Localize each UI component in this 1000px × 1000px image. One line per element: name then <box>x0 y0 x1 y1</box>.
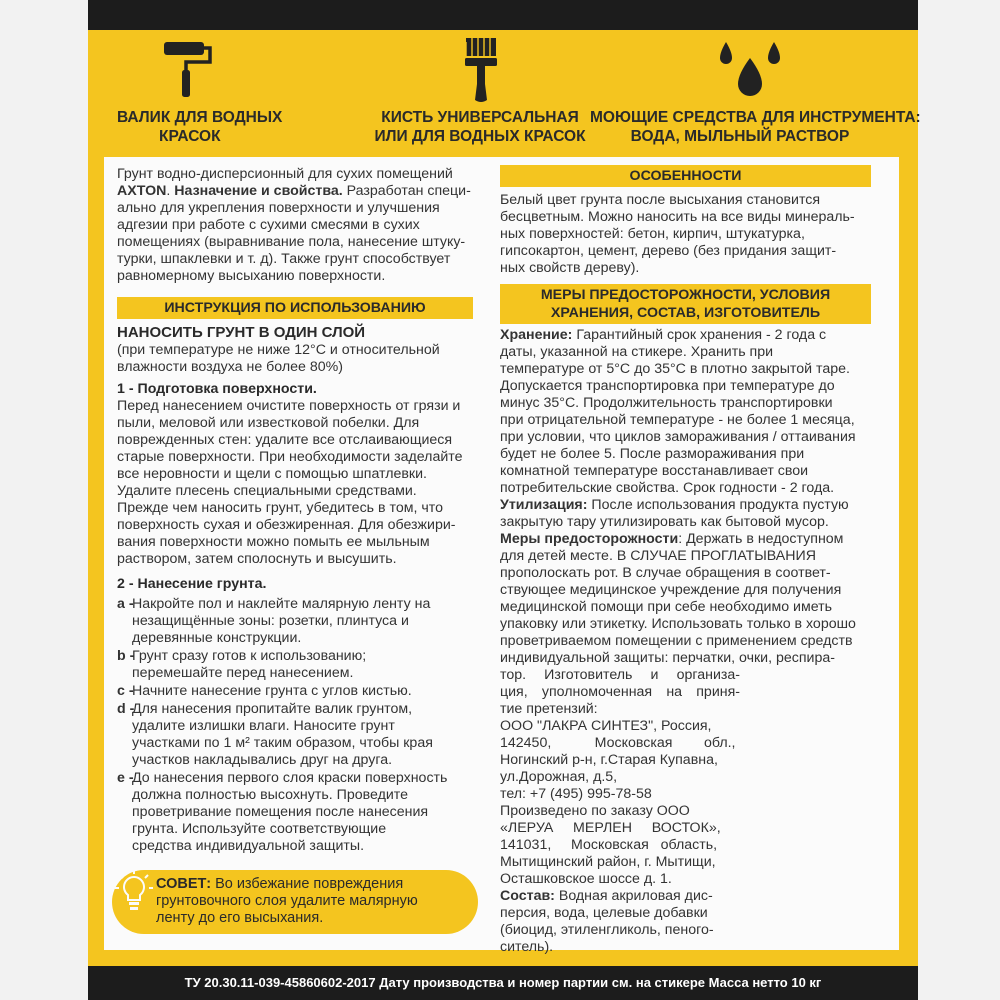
step1-text: Перед нанесением очистите поверхность от грязи и пыли, меловой или известковой побелки. Для поврежденных стен: удалите все отслаивающиеся старые поверхности. При необходимости заделайте все неровности и щели с помощью шпатлевки. Удалите плесень специальными средствами. Прежде чем наносить грунт, убедитесь в том, что поверхность сухая и обезжиренная. Для обезжири- вания поверхности можно помыть ее мыльным раствором, затем сполоснуть и высушить. <box>117 398 463 567</box>
step2-item-d: d - Для нанесения пропитайте валик грунтом, удалите излишки влаги. Наносите грунт участками по 1 м² таким образом, чтобы края участков накладывались друг на друга. <box>117 701 433 768</box>
brand-name: AXTON <box>117 183 167 199</box>
step2-item-e: e - До нанесения первого слоя краски поверхность должна полностью высохнуть. Проведите проветривание помещения после нанесения грунта. Используйте соответствующие средства индивидуальной защиты. <box>117 770 448 854</box>
precautions-heading: МЕРЫ ПРЕДОСТОРОЖНОСТИ, УСЛОВИЯ ХРАНЕНИЯ, СОСТАВ, ИЗГОТОВИТЕЛЬ <box>500 284 871 324</box>
features-text: Белый цвет грунта после высыхания становится бесцветным. Можно наносить на все виды минераль- ных поверхностей: бетон, кирпич, штукатурка, гипсокартон, цемент, дерево (без придания защит- ных свойств дереву). <box>500 192 855 276</box>
roller-caption: ВАЛИК ДЛЯ ВОДНЫХ КРАСОК <box>117 109 283 145</box>
manufacturer-text: тор. Изготовитель и организа- ция, уполномоченная на приня- тие претензий: ООО "ЛАКРА СИНТЕЗ", Россия, 142450, Московская обл., Ногинский р-н, г.Старая Купавна, ул.Дорожная, д.5, тел: +7 (495) 995-78-58 Произведено по заказу ООО «ЛЕРУА МЕРЛЕН ВОСТОК», 141031, Московская область, Мытищинский район, г. Мытищи, Осташковское шоссе д. 1. Состав: Водная акриловая дис- персия, вода, целевые добавки (биоцид, этиленгликоль, пеного- ситель). <box>500 667 740 955</box>
paint-brush-icon <box>462 36 502 104</box>
footer-text: ТУ 20.30.11-039-45860602-2017 Дату производства и номер партии см. на стикере Масса нетто 10 кг <box>88 966 918 1000</box>
lightbulb-icon <box>114 868 154 917</box>
intro-text: Грунт водно-дисперсионный для сухих помещений AXTON. Назначение и свойства. Разработан специ- ально для укрепления поверхности и улучшения адгезии при работе с сухими смесями в сухих помещениях (выравнивание пола, нанесение штуку- турки, шпаклевки и т. д). Также грунт способствует равномерному высыханию поверхности. <box>117 166 471 284</box>
features-heading: ОСОБЕННОСТИ <box>500 165 871 187</box>
water-drops-icon <box>712 36 788 100</box>
step2-item-a: a - Накройте пол и наклейте малярную ленту на незащищённые зоны: розетки, плинтуса и деревянные конструкции. <box>117 596 431 646</box>
brush-caption: КИСТЬ УНИВЕРСАЛЬНАЯ ИЛИ ДЛЯ ВОДНЫХ КРАСОК <box>374 109 586 145</box>
step2-item-b: b - Грунт сразу готов к использованию; перемешайте перед нанесением. <box>117 648 367 681</box>
step1-title: 1 - Подготовка поверхности. <box>117 381 317 397</box>
step2-title: 2 - Нанесение грунта. <box>117 576 267 592</box>
step2-item-c: c - Начните нанесение грунта с углов кистью. <box>117 683 412 699</box>
tip-text: СОВЕТ: Во избежание повреждения грунтовочного слоя удалите малярную ленту до его высыхания. <box>156 876 418 926</box>
instructions-heading: ИНСТРУКЦИЯ ПО ИСПОЛЬЗОВАНИЮ <box>117 297 473 319</box>
conditions-text: (при температуре не ниже 12°C и относительной влажности воздуха не более 80%) <box>117 342 440 375</box>
detergents-caption: МОЮЩИЕ СРЕДСТВА ДЛЯ ИНСТРУМЕНТА: ВОДА, МЫЛЬНЫЙ РАСТВОР <box>590 109 921 145</box>
one-coat-heading: НАНОСИТЬ ГРУНТ В ОДИН СЛОЙ <box>117 324 366 341</box>
storage-text: Хранение: Гарантийный срок хранения - 2 года с даты, указанной на стикере. Хранить при температуре от 5°C до 35°C в плотно закрытой таре. Допускается транспортировка при температуре до минус 35°C. Продолжительность транспортировки при отрицательной температуре - не более 1 месяца, при условии, что циклов замораживания / оттаивания будет не более 5. После размораживания при комнатной температуре восстанавливает свои потребительские свойства. Срок годности - 2 года. Утилизация: После использования продукта пустую закрытую тару утилизировать как бытовой мусор. Меры предосторожности: Держать в недоступном для детей месте. В СЛУЧАЕ ПРОГЛАТЫВАНИЯ прополоскать рот. В случае обращения в соответ- ствующее медицинское учреждение для получения медицинской помощи при себе необходимо иметь упаковку или этикетку. Использовать только в хорошо проветриваемом помещении с применением средств индивидуальной защиты: перчатки, очки, респира- <box>500 327 856 666</box>
top-strip <box>88 0 918 30</box>
paint-roller-icon <box>160 38 216 100</box>
